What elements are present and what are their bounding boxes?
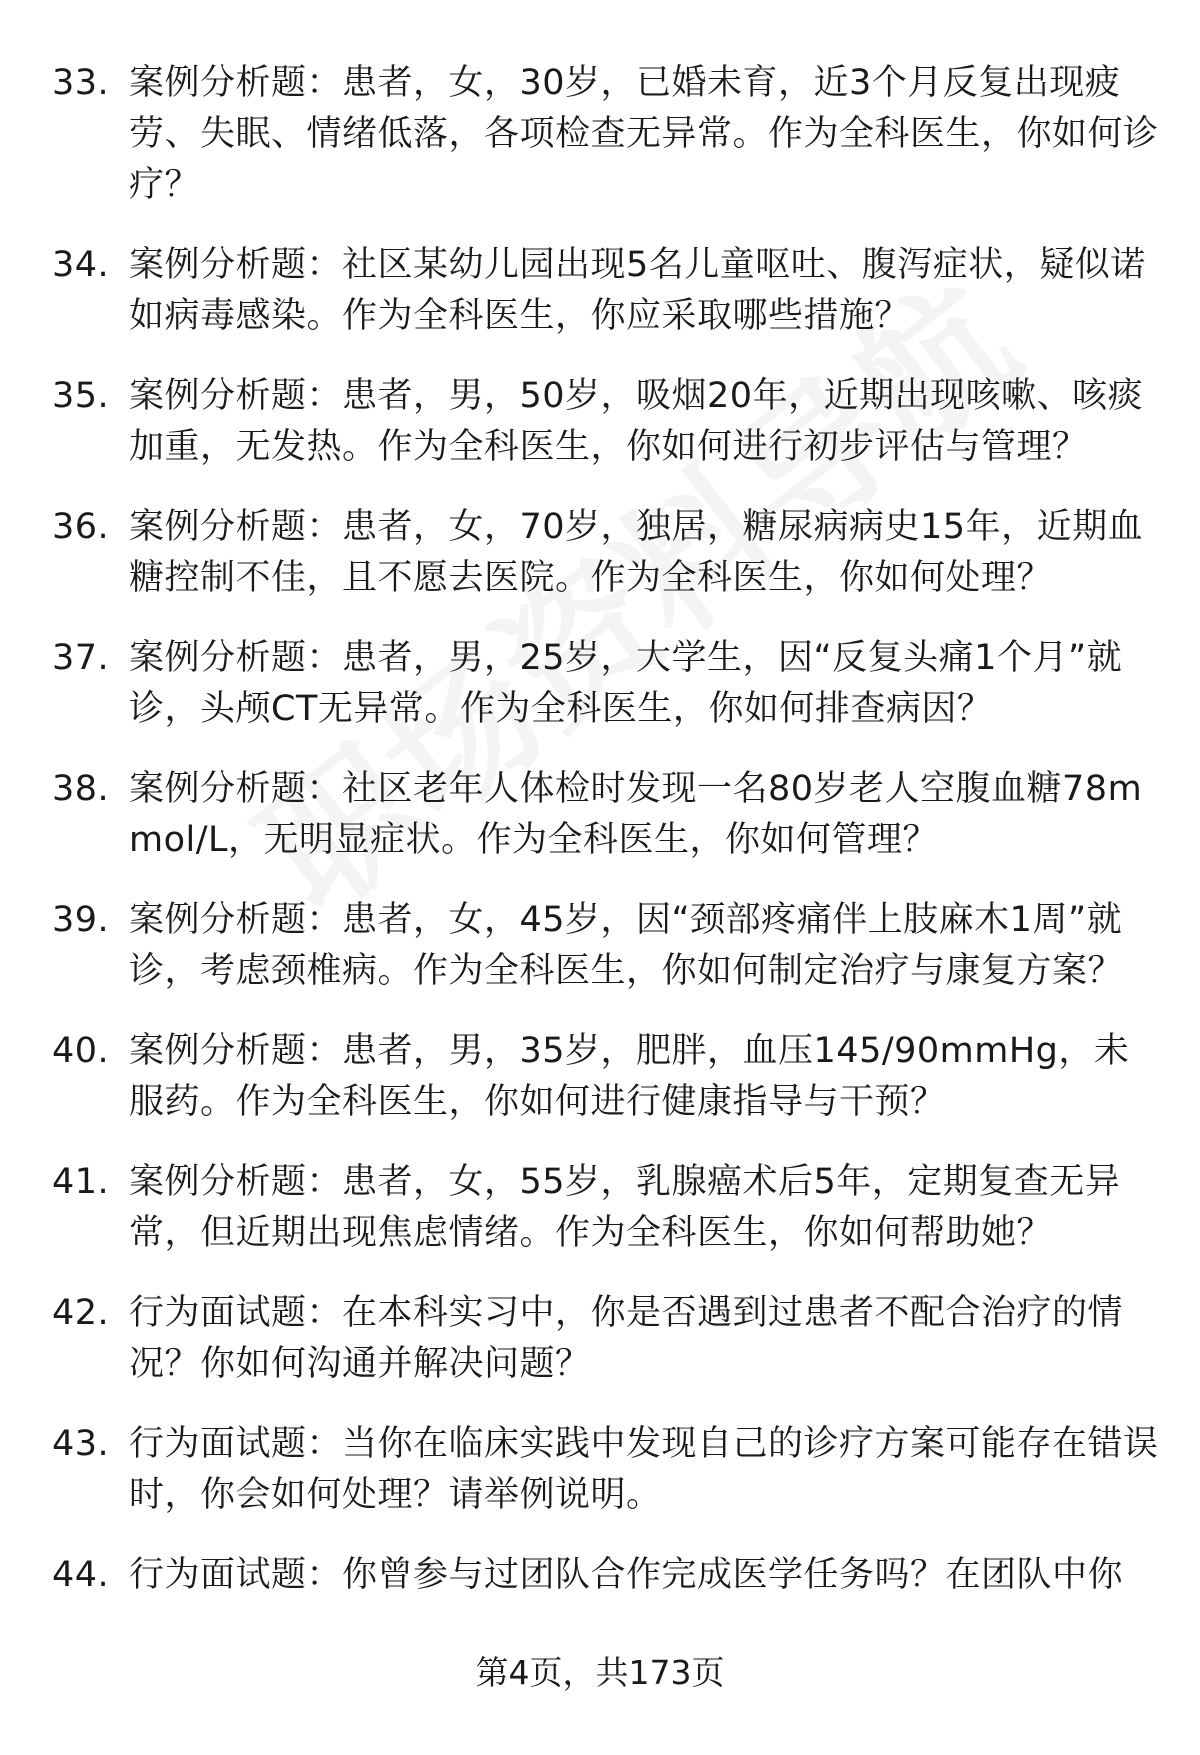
question-text: 行为面试题：当你在临床实践中发现自己的诊疗方案可能存在错误时，你会如何处理？请举例说明。 [129,1424,1159,1515]
question-item-44 [52,1550,1162,1601]
question-item-34 [52,240,1162,342]
question-item-38 [52,764,1162,866]
question-item-40 [52,1026,1162,1128]
question-item-37 [52,633,1162,735]
question-text: 案例分析题：患者，男，25岁，大学生，因“反复头痛1个月”就诊，头颅CT无异常。作为全科医生，你如何排查病因？ [129,638,1123,729]
question-number: 34. [52,245,110,285]
question-number: 44. [52,1555,110,1595]
question-item-43 [52,1419,1162,1521]
question-item-36 [52,502,1162,604]
question-item-41 [52,1157,1162,1259]
question-number: 42. [52,1293,110,1333]
question-text: 案例分析题：患者，女，30岁，已婚未育，近3个月反复出现疲劳、失眠、情绪低落，各项检查无异常。作为全科医生，你如何诊疗？ [129,63,1159,205]
question-number: 43. [52,1424,110,1464]
question-item-42 [52,1288,1162,1390]
question-item-35 [52,371,1162,473]
page-number: 第4页，共173页 [475,1653,725,1692]
question-number: 35. [52,376,110,416]
question-text: 案例分析题：社区某幼儿园出现5名儿童呕吐、腹泻症状，疑似诺如病毒感染。作为全科医生，你应采取哪些措施？ [129,245,1146,336]
question-list [52,58,1162,1630]
question-item-33 [52,58,1162,211]
question-number: 41. [52,1162,110,1202]
question-text: 案例分析题：患者，女，45岁，因“颈部疼痛伴上肢麻木1周”就诊，考虑颈椎病。作为全科医生，你如何制定治疗与康复方案？ [129,900,1124,991]
question-text: 案例分析题：患者，女，70岁，独居，糖尿病病史15年，近期血糖控制不佳，且不愿去医院。作为全科医生，你如何处理？ [129,507,1144,598]
question-text: 案例分析题：社区老年人体检时发现一名80岁老人空腹血糖78mmol/L，无明显症状。作为全科医生，你如何管理？ [129,769,1143,860]
question-text: 行为面试题：在本科实习中，你是否遇到过患者不配合治疗的情况？你如何沟通并解决问题？ [129,1293,1124,1384]
question-number: 40. [52,1031,110,1071]
question-item-39 [52,895,1162,997]
question-number: 37. [52,638,110,678]
question-number: 38. [52,769,110,809]
question-text: 案例分析题：患者，男，35岁，肥胖，血压145/90mmHg，未服药。作为全科医生，你如何进行健康指导与干预？ [129,1031,1130,1122]
question-text: 案例分析题：患者，男，50岁，吸烟20年，近期出现咳嗽、咳痰加重，无发热。作为全科医生，你如何进行初步评估与管理？ [129,376,1144,467]
question-text: 行为面试题：你曾参与过团队合作完成医学任务吗？在团队中你 [129,1555,1124,1595]
question-number: 36. [52,507,110,547]
question-number: 33. [52,63,110,103]
question-number: 39. [52,900,110,940]
question-text: 案例分析题：患者，女，55岁，乳腺癌术后5年，定期复查无异常，但近期出现焦虑情绪。作为全科医生，你如何帮助她？ [129,1162,1121,1253]
